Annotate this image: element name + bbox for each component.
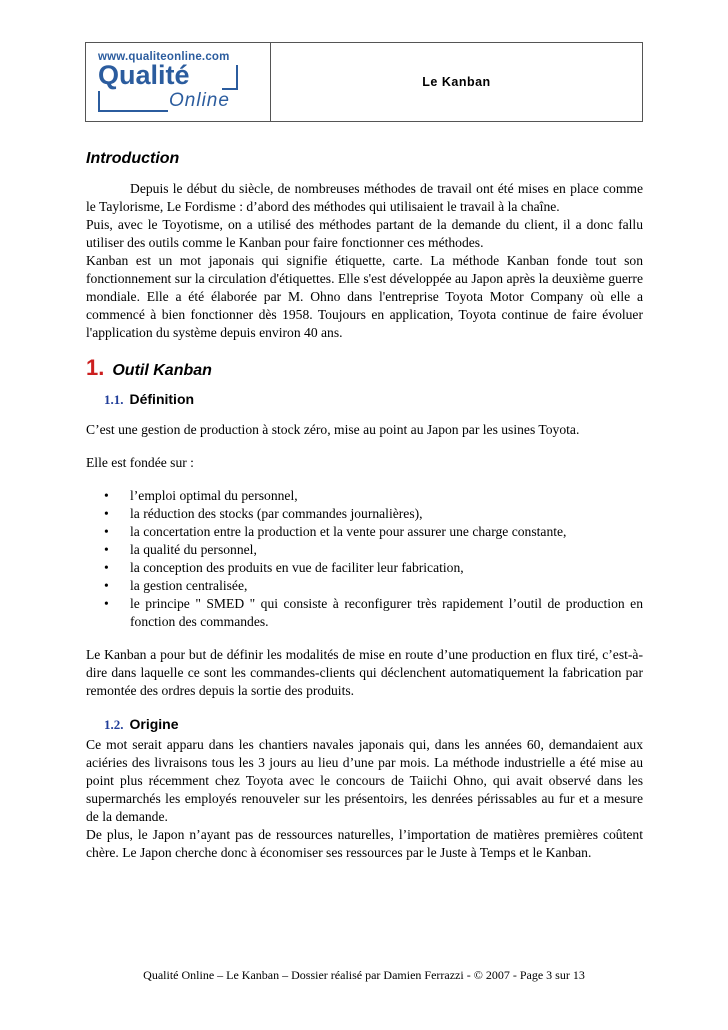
logo-url: www.qualiteonline.com xyxy=(98,51,230,63)
origine-paragraph: De plus, le Japon n’ayant pas de ressources naturelles, l’importation de matières premières coûtent chère. Le Japon cherche donc à économiser ses ressources par le Juste à Temps et le Kanban. xyxy=(86,827,643,860)
section-title: Outil Kanban xyxy=(112,362,212,379)
list-item: • la qualité du personnel, xyxy=(86,541,643,559)
intro-paragraph: Puis, avec le Toyotisme, on a utilisé des méthodes partant de la demande du client, il a donc fallu utiliser des outils comme le Kanban pour faire fonctionner ces méthodes. xyxy=(86,217,643,250)
section-heading xyxy=(86,355,643,380)
list-item: • la conception des produits en vue de faciliter leur fabrication, xyxy=(86,559,643,577)
definition-paragraph: C’est une gestion de production à stock zéro, mise au point au Japon par les usines Toyota. xyxy=(86,422,580,437)
definition-paragraph: Le Kanban a pour but de définir les modalités de mise en route d’une production en flux tiré, c’est-à-dire dans laquelle ce sont les commandes-clients qui déclenchent automatiquement la fabrication par remontée des ordres depuis la sortie des produits. xyxy=(86,647,643,698)
list-item: • la réduction des stocks (par commandes journalières), xyxy=(86,505,643,523)
intro-heading: Introduction xyxy=(86,150,180,167)
subsection-heading-definition xyxy=(104,390,643,409)
intro-paragraph: Kanban est un mot japonais qui signifie étiquette, carte. La méthode Kanban fonde tout son fonctionnement sur la circulation d'étiquettes. Elle s'est développée au Japon après la deuxième guerre mondiale. Elle a été élaborée par M. Ohno dans l'entreprise Toyota Motor Company où elle a commencé à bien fonctionner dès 1958. Toujours en application, Toyota continue de faire évoluer l'application du système depuis environ 40 ans. xyxy=(86,253,643,340)
header-title: Le Kanban xyxy=(422,75,491,89)
intro-paragraph: Depuis le début du siècle, de nombreuses méthodes de travail ont été mises en place comme le Taylorisme, Le Fordisme : d’abord des méthodes qui utilisaient le travail à la chaîne. xyxy=(86,181,643,214)
section-number: 1. xyxy=(86,355,105,380)
subsection-title: Définition xyxy=(129,391,195,407)
subsection-heading-origine xyxy=(104,715,643,734)
subsection-number: 1.2. xyxy=(104,717,124,732)
origine-paragraph: Ce mot serait apparu dans les chantiers navales japonais qui, dans les années 60, demandaient aux aciéries des livraisons tous les 3 jours au lieu d’une par mois. La méthode industrielle a été mise au point plus récemment chez Toyota avec le concours de Taiichi Ohno, qui avait observé dans les supermarchés les employés renouveler sur les présentoirs, les denrées périssables au fur et a mesure de la demande. xyxy=(86,737,643,824)
list-item: • le principe " SMED " qui consiste à reconfigurer très rapidement l’outil de production en fonction des commandes. xyxy=(86,595,643,631)
list-item: • la concertation entre la production et la vente pour assurer une charge constante, xyxy=(86,523,643,541)
logo-word-online: Online xyxy=(169,90,230,111)
subsection-number: 1.1. xyxy=(104,392,124,407)
page-header xyxy=(85,42,643,122)
list-item: • la gestion centralisée, xyxy=(86,577,643,595)
logo-frame-right xyxy=(236,65,238,89)
page-footer: Qualité Online – Le Kanban – Dossier réalisé par Damien Ferrazzi - © 2007 - Page 3 sur 13 xyxy=(143,968,585,982)
subsection-title: Origine xyxy=(129,716,179,732)
list-item: • l’emploi optimal du personnel, xyxy=(86,487,643,505)
logo-word-qualite: Qualité xyxy=(98,60,190,90)
document-body xyxy=(86,150,643,862)
bullet-list xyxy=(86,487,643,631)
logo xyxy=(86,43,271,121)
logo-frame-bottom xyxy=(98,110,168,112)
logo-frame-left xyxy=(98,91,100,111)
definition-intro: Elle est fondée sur : xyxy=(86,455,194,470)
